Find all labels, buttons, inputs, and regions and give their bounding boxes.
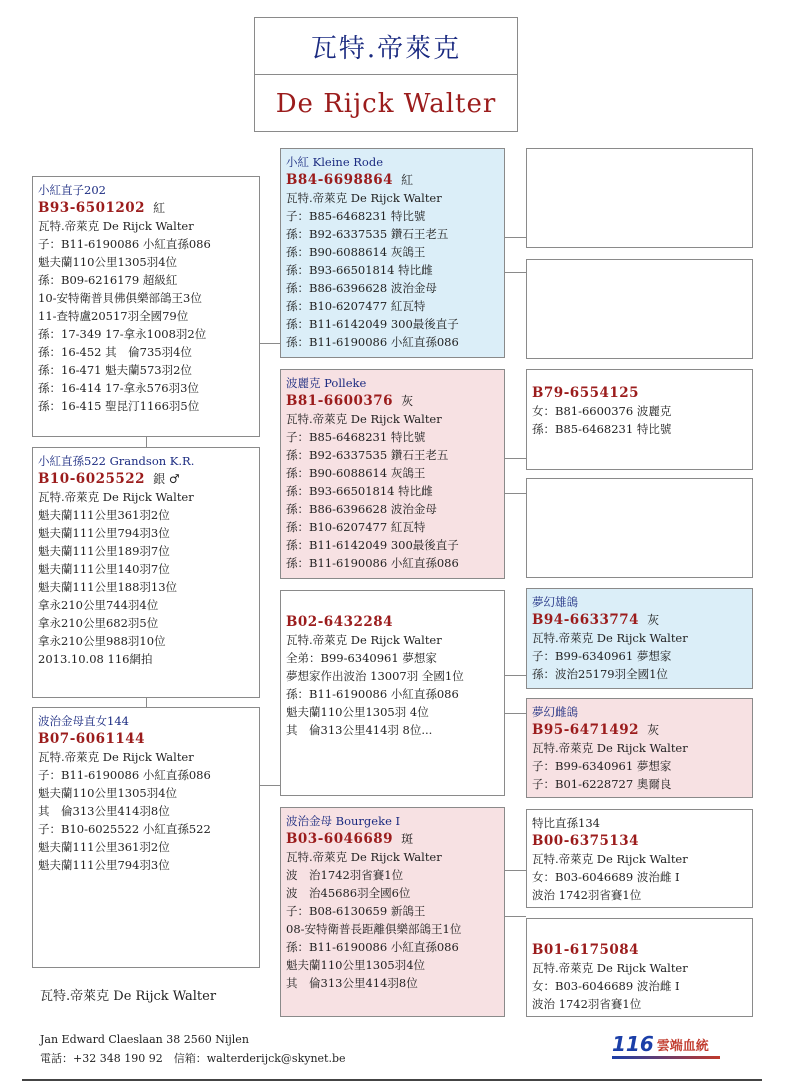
- info-line: 孫：B09-6216179 超級紅: [38, 273, 178, 287]
- info-line: 孫：B86-6396628 波治金母: [286, 281, 437, 295]
- info-line: 魁夫蘭110公里1305羽4位: [286, 958, 426, 972]
- connector-line: [259, 343, 280, 344]
- info-line: 其 倫313公里414羽8位: [38, 804, 170, 818]
- info-line: 魁夫蘭111公里361羽2位: [38, 508, 170, 522]
- box-header: 波治金母直女144: [38, 714, 129, 728]
- box-header: 夢幻雄鴿: [532, 595, 578, 609]
- ring-number: B84-6698864: [286, 172, 394, 188]
- info-line: 瓦特.帝萊克 De Rijck Walter: [286, 191, 442, 205]
- footer-contact: 電話：+32 348 190 92 信箱：walterderijck@skynet.be: [40, 1052, 346, 1065]
- info-line: 魁夫蘭110公里1305羽 4位: [286, 705, 429, 719]
- info-line: 孫：B11-6142049 300最後直子: [286, 538, 459, 552]
- info-line: 波 治45686羽全國6位: [286, 886, 411, 900]
- info-line: 孫：B90-6088614 灰鴿王: [286, 466, 426, 480]
- bird-color: 灰: [647, 723, 660, 737]
- sire-box: [32, 176, 260, 437]
- info-line: 2013.10.08 116網拍: [38, 652, 153, 666]
- info-line: 子：B01-6228727 奧爾良: [532, 777, 672, 791]
- logo-underline: [612, 1056, 720, 1059]
- ring-number: B81-6600376: [286, 393, 394, 409]
- connector-line: [504, 713, 526, 714]
- bird-color: 紅: [153, 201, 166, 215]
- ring-number: B93-6501202: [38, 200, 146, 216]
- info-line: 波 治1742羽省賽1位: [286, 868, 404, 882]
- bird-color: 斑: [401, 832, 414, 846]
- info-line: 孫：B10-6207477 紅瓦特: [286, 299, 426, 313]
- great-granddam-box-2: [526, 478, 753, 578]
- logo-text: 雲端血統: [656, 1039, 709, 1054]
- info-line: 孫：B11-6190086 小紅直孫086: [286, 335, 459, 349]
- box-header: 小紅直孫522 Grandson K.R.: [38, 454, 195, 468]
- info-line: 孫：17-349 17-拿永1008羽2位: [38, 327, 207, 341]
- box-header: 小紅直子202: [38, 183, 106, 197]
- box-header: 夢幻雌鴿: [532, 705, 578, 719]
- info-line: 孫：B93-66501814 特比雌: [286, 484, 433, 498]
- box-header: 波麗克 Polleke: [286, 376, 367, 390]
- info-line: 08-安特衛普長距離俱樂部鴿王1位: [286, 922, 462, 936]
- info-line: 孫：B90-6088614 灰鴿王: [286, 245, 426, 259]
- info-line: 拿永210公里744羽4位: [38, 598, 159, 612]
- info-line: 孫：16-452 其 倫735羽4位: [38, 345, 192, 359]
- bird-color: 銀 ♂: [153, 472, 180, 486]
- connector-line: [504, 272, 526, 273]
- ring-number: B79-6554125: [532, 385, 640, 401]
- box-header: 特比直孫134: [532, 816, 600, 830]
- info-line: 瓦特.帝萊克 De Rijck Walter: [532, 631, 688, 645]
- info-line: 瓦特.帝萊克 De Rijck Walter: [286, 412, 442, 426]
- info-line: 拿永210公里988羽10位: [38, 634, 166, 648]
- grandsire-box-2: [280, 590, 505, 796]
- info-line: 孫：16-415 聖昆汀1166羽5位: [38, 399, 200, 413]
- info-line: 全弟：B99-6340961 夢想家: [286, 651, 437, 665]
- owner-name: 瓦特.帝萊克 De Rijck Walter: [40, 989, 217, 1004]
- info-line: 瓦特.帝萊克 De Rijck Walter: [286, 850, 442, 864]
- box-spacer: [532, 374, 747, 384]
- info-line: 瓦特.帝萊克 De Rijck Walter: [532, 852, 688, 866]
- info-line: 瓦特.帝萊克 De Rijck Walter: [532, 741, 688, 755]
- box-header-spacer: [286, 595, 499, 613]
- bird-color: 灰: [647, 613, 660, 627]
- connector-line: [259, 785, 280, 786]
- damsire-box: [32, 707, 260, 968]
- connector-line: [146, 697, 147, 707]
- info-line: 魁夫蘭111公里188羽13位: [38, 580, 178, 594]
- info-line: 波治 1742羽省賽1位: [532, 997, 642, 1011]
- info-line: 孫：波治25179羽全國1位: [532, 667, 668, 681]
- ring-number: B01-6175084: [532, 942, 640, 958]
- ring-number: B95-6471492: [532, 722, 640, 738]
- info-line: 夢想家作出波治 13007羽 全國1位: [286, 669, 464, 683]
- great-grandsire-box-1: [526, 148, 753, 248]
- info-line: 瓦特.帝萊克 De Rijck Walter: [532, 961, 688, 975]
- info-line: 子：B11-6190086 小紅直孫086: [38, 768, 211, 782]
- info-line: 孫：B93-66501814 特比雌: [286, 263, 433, 277]
- box-header: 小紅 Kleine Rode: [286, 155, 384, 169]
- info-line: 魁夫蘭111公里361羽2位: [38, 840, 170, 854]
- ring-number: B03-6046689: [286, 831, 394, 847]
- info-line: 其 倫313公里414羽 8位...: [286, 723, 433, 737]
- title-english: De Rijck Walter: [275, 88, 497, 119]
- info-line: 孫：B11-6190086 小紅直孫086: [286, 940, 459, 954]
- connector-line: [504, 237, 526, 238]
- bird-color: 紅: [401, 173, 414, 187]
- info-line: 11-查特盧20517羽全國79位: [38, 309, 189, 323]
- info-line: 孫：B11-6190086 小紅直孫086: [286, 556, 459, 570]
- ring-number: B02-6432284: [286, 614, 394, 630]
- info-line: 女：B03-6046689 波治雌 I: [532, 979, 680, 993]
- grandsire-box-1: [280, 148, 505, 358]
- info-line: 10-安特衛普貝佛俱樂部鴿王3位: [38, 291, 202, 305]
- info-line: 瓦特.帝萊克 De Rijck Walter: [38, 750, 194, 764]
- info-line: 子：B99-6340961 夢想家: [532, 649, 672, 663]
- great-grandsire-box-3: [526, 588, 753, 689]
- info-line: 魁夫蘭111公里794羽3位: [38, 526, 170, 540]
- info-line: 魁夫蘭111公里794羽3位: [38, 858, 170, 872]
- info-line: 孫：B85-6468231 特比號: [532, 422, 672, 436]
- connector-line: [504, 675, 526, 676]
- bird-color: 灰: [401, 394, 414, 408]
- info-line: 孫：B92-6337535 鑽石王老五: [286, 227, 449, 241]
- box-spacer: [532, 923, 747, 941]
- info-line: 瓦特.帝萊克 De Rijck Walter: [38, 219, 194, 233]
- info-line: 孫：16-471 魁夫蘭573羽2位: [38, 363, 192, 377]
- great-granddam-box-4: [526, 918, 753, 1017]
- great-grandsire-box-2: [526, 369, 753, 470]
- dam-box: [32, 447, 260, 698]
- connector-line: [146, 436, 147, 447]
- info-line: 拿永210公里682羽5位: [38, 616, 159, 630]
- connector-line: [504, 458, 526, 459]
- logo-number: 116: [612, 1032, 654, 1056]
- connector-line: [504, 870, 526, 871]
- granddam-box-2: [280, 807, 505, 1017]
- info-line: 孫：B10-6207477 紅瓦特: [286, 520, 426, 534]
- ring-number: B94-6633774: [532, 612, 640, 628]
- info-line: 孫：B11-6142049 300最後直子: [286, 317, 459, 331]
- great-granddam-box-3: [526, 698, 753, 798]
- info-line: 魁夫蘭111公里189羽7位: [38, 544, 170, 558]
- info-line: 女：B81-6600376 波麗克: [532, 404, 672, 418]
- info-line: 瓦特.帝萊克 De Rijck Walter: [286, 633, 442, 647]
- great-grandsire-box-4: [526, 809, 753, 908]
- info-line: 子：B11-6190086 小紅直孫086: [38, 237, 211, 251]
- info-line: 子：B08-6130659 新鴿王: [286, 904, 426, 918]
- info-line: 子：B85-6468231 特比號: [286, 209, 426, 223]
- info-line: 魁夫蘭110公里1305羽4位: [38, 786, 178, 800]
- great-granddam-box-1: [526, 259, 753, 359]
- info-line: 孫：16-414 17-拿永576羽3位: [38, 381, 199, 395]
- info-line: 波治 1742羽省賽1位: [532, 888, 642, 902]
- ring-number: B07-6061144: [38, 731, 146, 747]
- connector-line: [504, 916, 526, 917]
- info-line: 子：B85-6468231 特比號: [286, 430, 426, 444]
- title-chinese: 瓦特.帝萊克: [255, 18, 517, 75]
- ring-number: B00-6375134: [532, 833, 640, 849]
- footer-divider: [22, 1079, 762, 1081]
- ring-number: B10-6025522: [38, 471, 146, 487]
- box-header: 波治金母 Bourgeke I: [286, 814, 401, 828]
- brand-logo: [612, 1032, 709, 1056]
- info-line: 其 倫313公里414羽8位: [286, 976, 418, 990]
- connector-line: [504, 493, 526, 494]
- info-line: 孫：B86-6396628 波治金母: [286, 502, 437, 516]
- info-line: 子：B10-6025522 小紅直孫522: [38, 822, 211, 836]
- pedigree-title-box: [254, 17, 518, 132]
- info-line: 魁夫蘭111公里140羽7位: [38, 562, 170, 576]
- info-line: 孫：B92-6337535 鑽石王老五: [286, 448, 449, 462]
- granddam-box-1: [280, 369, 505, 579]
- info-line: 孫：B11-6190086 小紅直孫086: [286, 687, 459, 701]
- info-line: 女：B03-6046689 波治雌 I: [532, 870, 680, 884]
- info-line: 瓦特.帝萊克 De Rijck Walter: [38, 490, 194, 504]
- info-line: 魁夫蘭110公里1305羽4位: [38, 255, 178, 269]
- footer-address: Jan Edward Claeslaan 38 2560 Nijlen: [40, 1033, 249, 1046]
- info-line: 子：B99-6340961 夢想家: [532, 759, 672, 773]
